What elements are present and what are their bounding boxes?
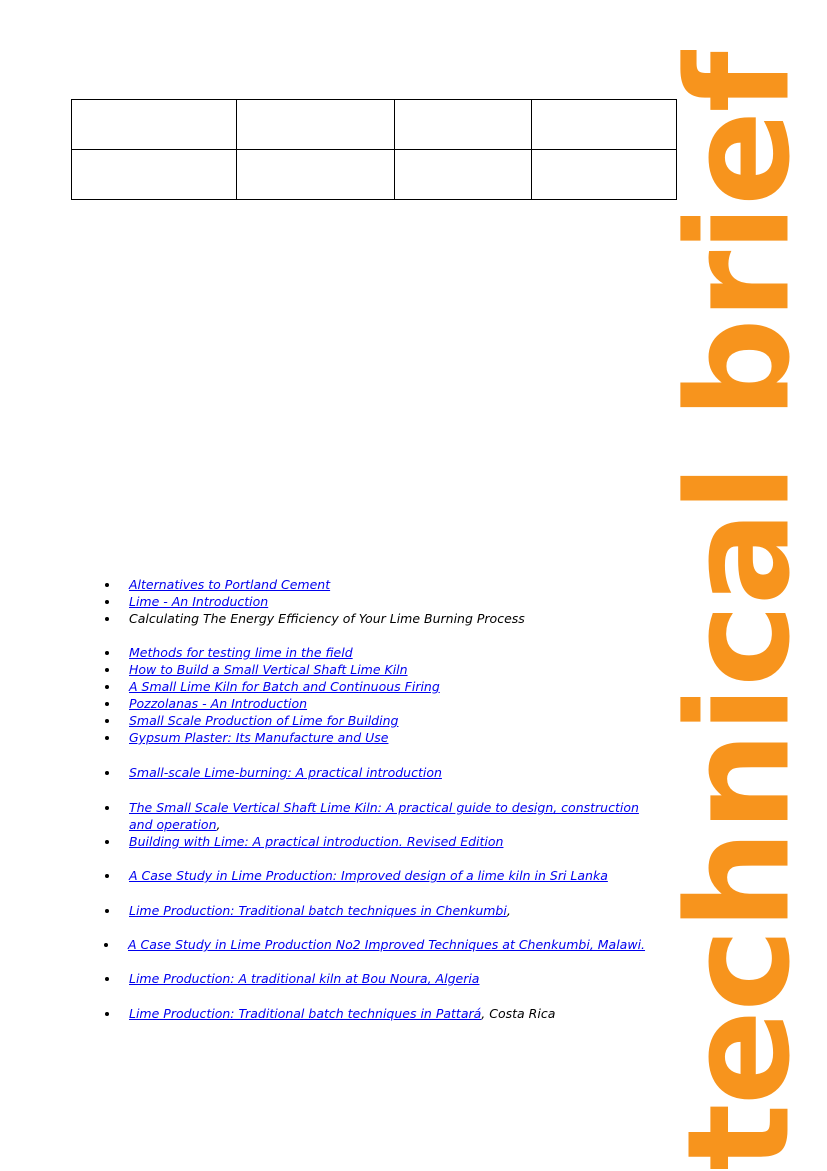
list-item (100, 1005, 660, 1022)
ref-link[interactable]: How to Build a Small Vertical Shaft Lime Kiln (129, 662, 408, 677)
table-cell (395, 150, 532, 200)
ref-link[interactable]: Lime Production: A traditional kiln at Bou Noura, Algeria (129, 971, 480, 986)
references-list (100, 576, 660, 1022)
ref-suffix: , (216, 817, 221, 832)
list-item (100, 593, 660, 610)
table-cell (532, 100, 677, 150)
list-item (100, 799, 660, 833)
ref-suffix: , Costa Rica (481, 1006, 556, 1021)
ref-link[interactable]: Lime Production: Traditional batch techniques in Chenkumbi (129, 903, 507, 918)
empty-table (71, 99, 677, 200)
list-item (100, 695, 660, 712)
ref-link[interactable]: Gypsum Plaster: Its Manufacture and Use (129, 730, 389, 745)
ref-suffix: Calculating The Energy Efficiency of Your Lime Burning Process (129, 611, 525, 626)
table-cell (237, 150, 395, 200)
list-item (100, 764, 660, 781)
ref-link[interactable]: Small-scale Lime-burning: A practical introduction (129, 765, 442, 780)
ref-link[interactable]: A Small Lime Kiln for Batch and Continuous Firing (129, 679, 440, 694)
ref-link[interactable]: Small Scale Production of Lime for Building (129, 713, 399, 728)
table-cell (237, 100, 395, 150)
ref-link[interactable]: A Case Study in Lime Production: Improved design of a lime kiln in Sri Lanka (129, 868, 608, 883)
table-row (72, 150, 677, 200)
list-item (100, 678, 660, 695)
table-cell (72, 100, 237, 150)
list-item (100, 970, 660, 987)
list-item (100, 729, 660, 746)
list-item (100, 712, 660, 729)
ref-link[interactable]: Lime - An Introduction (129, 594, 269, 609)
technical-brief-logo: technical brief (657, 53, 822, 1171)
table-cell (532, 150, 677, 200)
list-item (100, 833, 660, 850)
list-item (100, 902, 660, 919)
list-item (100, 610, 660, 627)
ref-link[interactable]: Lime Production: Traditional batch techniques in Pattará (129, 1006, 482, 1021)
list-item (100, 576, 660, 593)
ref-link[interactable]: The Small Scale Vertical Shaft Lime Kiln: A practical guide to design, construction and operation (129, 800, 639, 832)
ref-suffix: , (506, 903, 511, 918)
table-row (72, 100, 677, 150)
ref-link[interactable]: A Case Study in Lime Production No2 Improved Techniques at Chenkumbi, Malawi. (128, 937, 646, 952)
table-cell (395, 100, 532, 150)
list-item (100, 661, 660, 678)
ref-link[interactable]: Pozzolanas - An Introduction (129, 696, 308, 711)
list-item (100, 644, 660, 661)
ref-link[interactable]: Alternatives to Portland Cement (129, 577, 331, 592)
list-item (100, 867, 660, 884)
ref-link[interactable]: Methods for testing lime in the field (129, 645, 353, 660)
ref-link[interactable]: Building with Lime: A practical introduction. Revised Edition (129, 834, 504, 849)
table-cell (72, 150, 237, 200)
list-item (99, 936, 660, 953)
